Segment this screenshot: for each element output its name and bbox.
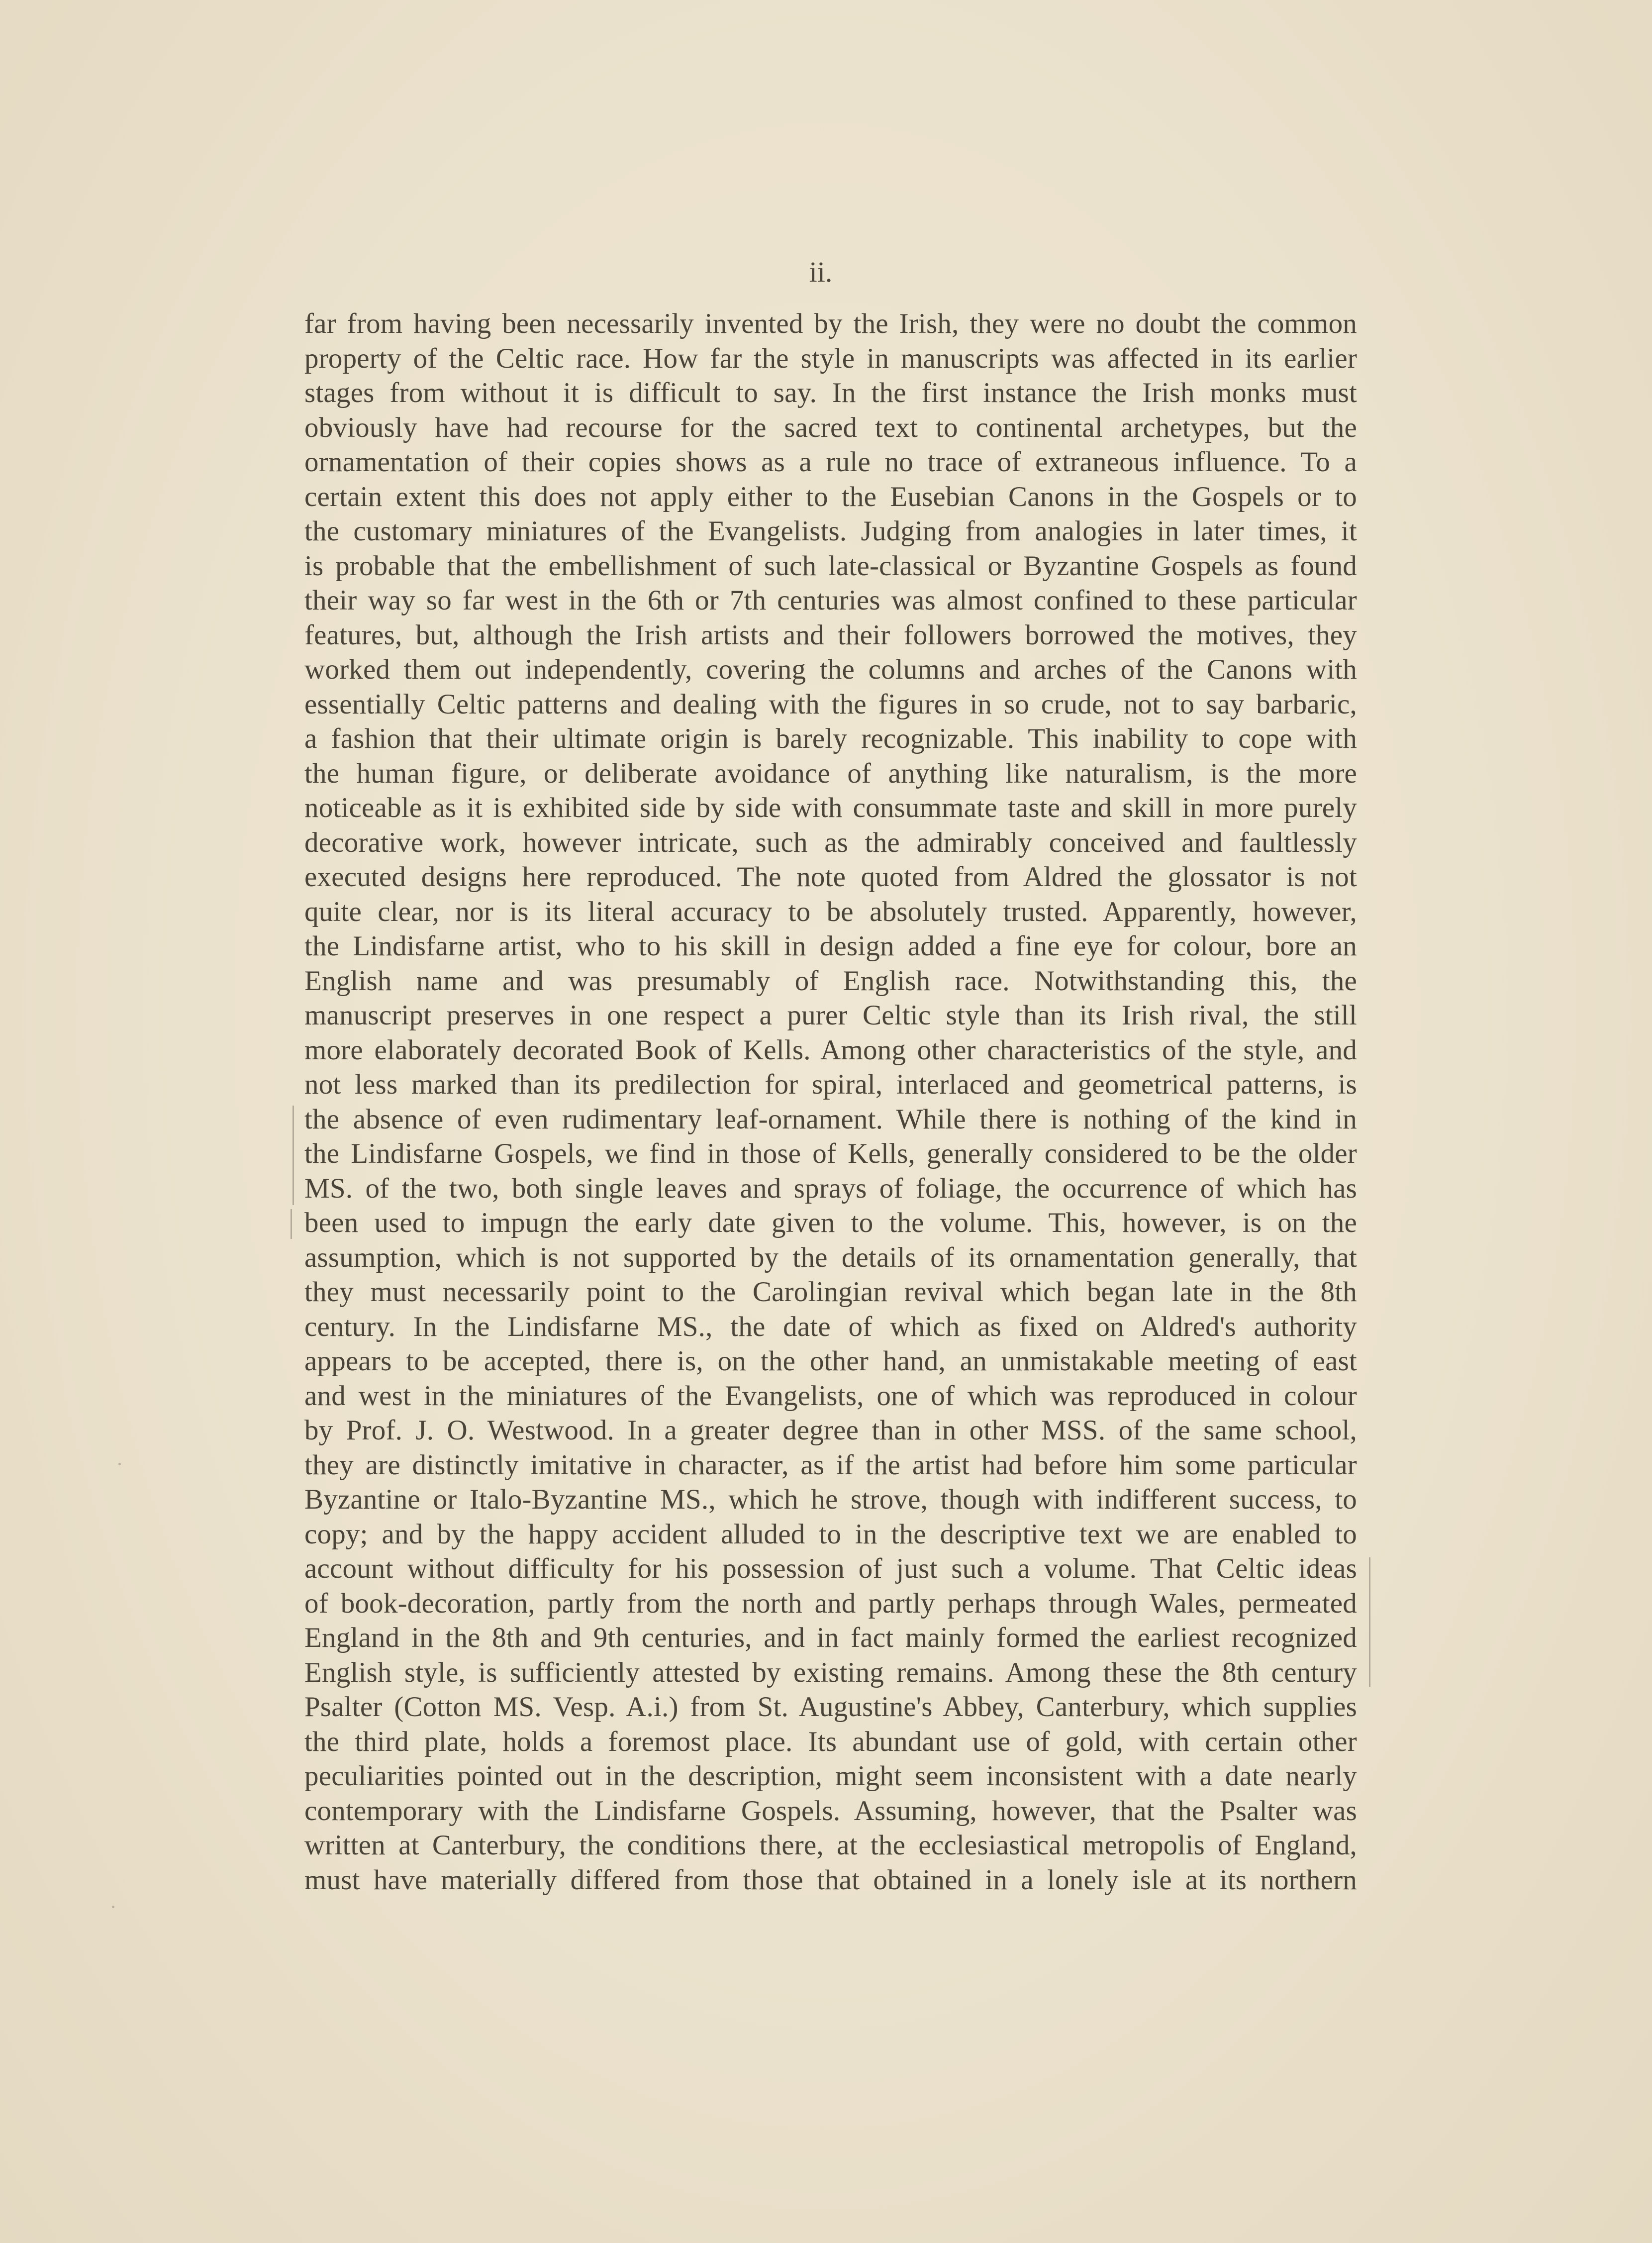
text-line: by Prof. J. O. Westwood. In a greater degree than in other MSS. of the same school, (304, 1415, 1357, 1446)
paper-speck (118, 1463, 121, 1465)
text-line: property of the Celtic race. How far the style in manuscripts was affected in its earlier (304, 342, 1357, 374)
text-line: English name and was presumably of English race. Notwithstanding this, the (304, 965, 1357, 997)
text-line: quite clear, nor is its literal accuracy to be absolutely trusted. Apparently, however, (304, 896, 1357, 927)
text-line: certain extent this does not apply either to the Eusebian Canons in the Gospels or to (304, 481, 1357, 512)
text-line: ornamentation of their copies shows as a rule no trace of extraneous influence. To a (304, 446, 1357, 478)
text-line: features, but, although the Irish artists and their followers borrowed the motives, they (304, 619, 1357, 651)
text-line: must have materially differed from those that obtained in a lonely isle at its northern (304, 1864, 1357, 1896)
text-line: noticeable as it is exhibited side by side with consummate taste and skill in more purely (304, 792, 1357, 823)
text-line: England in the 8th and 9th centuries, and in fact mainly formed the earliest recognized (304, 1622, 1357, 1653)
body-text (304, 306, 1357, 1897)
text-line: they must necessarily point to the Carolingian revival which began late in the 8th (304, 1276, 1357, 1308)
text-line: peculiarities pointed out in the description, might seem inconsistent with a date nearly (304, 1760, 1357, 1792)
text-line: a fashion that their ultimate origin is barely recognizable. This inability to cope with (304, 723, 1357, 754)
text-line: Byzantine or Italo-Byzantine MS., which he strove, though with indifferent success, to (304, 1484, 1357, 1515)
text-line: not less marked than its predilection for spiral, interlaced and geometrical patterns, is (304, 1069, 1357, 1100)
text-line: decorative work, however intricate, such as the admirably conceived and faultlessly (304, 826, 1357, 858)
text-line: of book-decoration, partly from the north and partly perhaps through Wales, permeated (304, 1587, 1357, 1619)
text-line: and west in the miniatures of the Evangelists, one of which was reproduced in colour (304, 1380, 1357, 1412)
text-line: account without difficulty for his possession of just such a volume. That Celtic ideas (304, 1553, 1357, 1584)
text-line: stages from without it is difficult to say. In the first instance the Irish monks must (304, 377, 1357, 408)
text-line: been used to impugn the early date given to the volume. This, however, is on the (304, 1207, 1357, 1238)
text-line: the Lindisfarne artist, who to his skill in design added a fine eye for colour, bore an (304, 930, 1357, 962)
text-line: obviously have had recourse for the sacred text to continental archetypes, but the (304, 411, 1357, 443)
text-line: the third plate, holds a foremost place. Its abundant use of gold, with certain other (304, 1726, 1357, 1757)
text-line: essentially Celtic patterns and dealing with the figures in so crude, not to say barbaric, (304, 688, 1357, 720)
text-line: MS. of the two, both single leaves and sprays of foliage, the occurrence of which has (304, 1172, 1357, 1204)
text-line: appears to be accepted, there is, on the other hand, an unmistakable meeting of east (304, 1345, 1357, 1377)
text-line: their way so far west in the 6th or 7th centuries was almost confined to these particular (304, 585, 1357, 616)
page-number: ii. (809, 256, 833, 288)
text-line: copy; and by the happy accident alluded to in the descriptive text we are enabled to (304, 1518, 1357, 1550)
text-line: the human figure, or deliberate avoidance of anything like naturalism, is the more (304, 757, 1357, 789)
text-line: the Lindisfarne Gospels, we find in those of Kells, generally considered to be the older (304, 1138, 1357, 1169)
text-line: written at Canterbury, the conditions there, at the ecclesiastical metropolis of England, (304, 1830, 1357, 1861)
text-line: worked them out independently, covering the columns and arches of the Canons with (304, 654, 1357, 685)
margin-pencil-mark-right (1369, 1557, 1370, 1687)
text-line: they are distinctly imitative in character, as if the artist had before him some particular (304, 1449, 1357, 1481)
text-line: contemporary with the Lindisfarne Gospels. Assuming, however, that the Psalter was (304, 1795, 1357, 1827)
text-line: manuscript preserves in one respect a purer Celtic style than its Irish rival, the still (304, 1000, 1357, 1031)
text-line: century. In the Lindisfarne MS., the date of which as fixed on Aldred's authority (304, 1311, 1357, 1342)
text-line: the customary miniatures of the Evangelists. Judging from analogies in later times, it (304, 515, 1357, 547)
margin-pencil-mark-left-lower (291, 1209, 292, 1239)
text-line: English style, is sufficiently attested by existing remains. Among these the 8th century (304, 1656, 1357, 1688)
text-line: assumption, which is not supported by the details of its ornamentation generally, that (304, 1241, 1357, 1273)
text-line: more elaborately decorated Book of Kells. Among other characteristics of the style, and (304, 1034, 1357, 1066)
text-line: executed designs here reproduced. The note quoted from Aldred the glossator is not (304, 861, 1357, 893)
margin-pencil-mark-left (292, 1106, 294, 1205)
text-line: the absence of even rudimentary leaf-ornament. While there is nothing of the kind in (304, 1103, 1357, 1135)
text-line: is probable that the embellishment of such late-classical or Byzantine Gospels as found (304, 550, 1357, 582)
text-line: far from having been necessarily invented by the Irish, they were no doubt the common (304, 308, 1357, 339)
text-line: Psalter (Cotton MS. Vesp. A.i.) from St. Augustine's Abbey, Canterbury, which supplies (304, 1691, 1357, 1723)
paper-speck (112, 1906, 114, 1908)
